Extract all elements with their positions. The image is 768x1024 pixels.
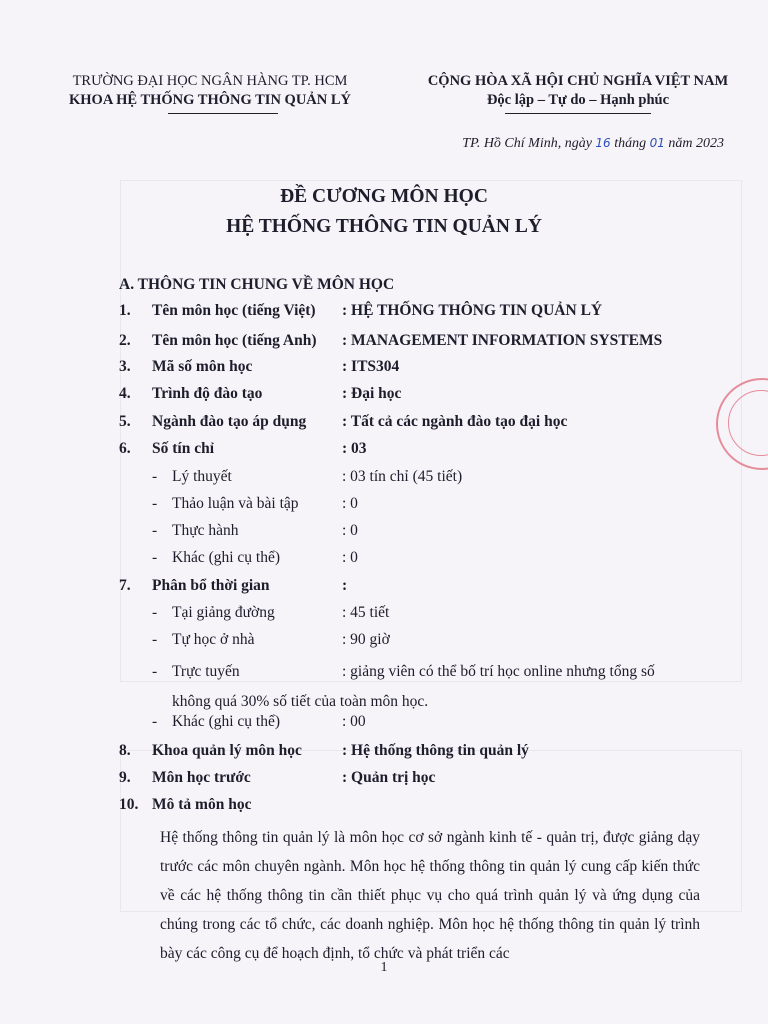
credit-sub-row: [0, 468, 768, 492]
credit-sub-row: [0, 522, 768, 546]
national-header: [418, 72, 738, 110]
sub-label: Khác (ghi cụ thể): [172, 713, 281, 730]
bullet-dash: -: [152, 631, 158, 648]
item-number: 2.: [119, 332, 131, 349]
item-row: [0, 796, 768, 820]
item-value: : Quản trị học: [342, 769, 436, 786]
item-value: : Hệ thống thông tin quản lý: [342, 742, 529, 759]
item-label: Khoa quản lý môn học: [152, 742, 302, 759]
item-row: [0, 413, 768, 437]
bullet-dash: -: [152, 495, 158, 512]
sub-value: : 45 tiết: [342, 604, 390, 621]
issue-date: [462, 136, 724, 152]
item-value: : ITS304: [342, 358, 400, 375]
item-row: [0, 440, 768, 464]
bullet-dash: -: [152, 468, 158, 485]
item-value: : MANAGEMENT INFORMATION SYSTEMS: [342, 332, 663, 349]
course-title: HỆ THỐNG THÔNG TIN QUẢN LÝ: [226, 216, 542, 237]
sub-value: : 00: [342, 713, 366, 730]
sub-label: Tại giảng đường: [172, 604, 275, 621]
item-row: [0, 302, 768, 326]
sub-label: Tự học ở nhà: [172, 631, 255, 648]
item-number: 9.: [119, 769, 131, 786]
sub-label: Khác (ghi cụ thể): [172, 549, 281, 566]
credit-sub-row: [0, 549, 768, 573]
document-title: ĐỀ CƯƠNG MÔN HỌC: [280, 186, 488, 207]
item-value: : Đại học: [342, 385, 402, 402]
item-value: : Tất cả các ngành đào tạo đại học: [342, 413, 568, 430]
time-sub-row: [0, 631, 768, 655]
item-label: Mã số môn học: [152, 358, 253, 375]
item-number: 8.: [119, 742, 131, 759]
school-name: TRƯỜNG ĐẠI HỌC NGÂN HÀNG TP. HCM: [72, 73, 348, 89]
item-value: :: [342, 577, 348, 594]
item-row: [0, 577, 768, 601]
bullet-dash: -: [152, 549, 158, 566]
item-label: Trình độ đào tạo: [152, 385, 263, 402]
item-number: 3.: [119, 358, 131, 375]
item-label: Mô tả môn học: [152, 796, 252, 813]
sub-label: Thực hành: [172, 522, 239, 539]
item-value: : HỆ THỐNG THÔNG TIN QUẢN LÝ: [342, 302, 603, 319]
credit-sub-row: [0, 495, 768, 519]
item-row: [0, 332, 768, 356]
date-month-word: tháng: [614, 136, 647, 151]
sub-value: : 0: [342, 549, 358, 566]
faculty-underline: [168, 113, 278, 114]
item-label: Số tín chỉ: [152, 440, 215, 457]
item-row: [0, 385, 768, 409]
item-label: Phân bổ thời gian: [152, 577, 270, 594]
item-row: [0, 742, 768, 766]
description-paragraph: Hệ thống thông tin quản lý là môn học cơ sở ngành kinh tế - quản trị, được giảng dạy trước các môn chuyên ngành. Môn học hệ thống thông tin quản lý cung cấp kiến thức về các hệ thống thông tin cần thiết phục vụ cho quá trình quản lý và ứng dụng của chúng trong các tổ chức, các doanh nghiệp. Môn học hệ thống thông tin quản lý trình bày các công cụ để hoạch định, tổ chức và phát triển các: [160, 829, 700, 962]
item-label: Tên môn học (tiếng Anh): [152, 332, 317, 349]
sub-value: : 0: [342, 495, 358, 512]
sub-value: : giảng viên có thể bố trí học online nhưng tổng số: [342, 663, 655, 680]
item-number: 4.: [119, 385, 131, 402]
motto-underline: [505, 113, 651, 114]
item-number: 10.: [119, 796, 139, 813]
course-description: [160, 823, 700, 968]
seal-inner-ring: [728, 390, 768, 456]
date-day: 16: [595, 136, 611, 150]
item-number: 7.: [119, 577, 131, 594]
sub-value: : 03 tín chỉ (45 tiết): [342, 468, 463, 485]
item-row: [0, 769, 768, 793]
school-header: [60, 72, 360, 110]
bullet-dash: -: [152, 663, 158, 680]
item-number: 5.: [119, 413, 131, 430]
time-sub-row: [0, 713, 768, 737]
date-prefix: TP. Hồ Chí Minh, ngày: [462, 136, 592, 151]
page-number: 1: [380, 960, 388, 975]
faculty-name: KHOA HỆ THỐNG THÔNG TIN QUẢN LÝ: [69, 92, 351, 108]
national-motto: Độc lập – Tự do – Hạnh phúc: [486, 92, 670, 108]
online-continuation: không quá 30% số tiết của toàn môn học.: [172, 693, 429, 710]
item-label: Tên môn học (tiếng Việt): [152, 302, 316, 319]
bullet-dash: -: [152, 713, 158, 730]
item-label: Môn học trước: [152, 769, 251, 786]
sub-value: : 0: [342, 522, 358, 539]
time-sub-row: [0, 604, 768, 628]
sub-label: Thảo luận và bài tập: [172, 495, 299, 512]
time-sub-row: [0, 663, 768, 687]
item-label: Ngành đào tạo áp dụng: [152, 413, 307, 430]
sub-label: Trực tuyến: [172, 663, 240, 680]
sub-value: : 90 giờ: [342, 631, 390, 648]
sub-label: Lý thuyết: [172, 468, 232, 485]
item-number: 1.: [119, 302, 131, 319]
bullet-dash: -: [152, 522, 158, 539]
date-month: 01: [649, 136, 665, 150]
country-name: CỘNG HÒA XÃ HỘI CHỦ NGHĨA VIỆT NAM: [427, 73, 729, 89]
date-year: năm 2023: [668, 136, 724, 151]
item-value: : 03: [342, 440, 367, 457]
item-row: [0, 358, 768, 382]
item-number: 6.: [119, 440, 131, 457]
bullet-dash: -: [152, 604, 158, 621]
section-a-heading: A. THÔNG TIN CHUNG VỀ MÔN HỌC: [119, 276, 395, 293]
